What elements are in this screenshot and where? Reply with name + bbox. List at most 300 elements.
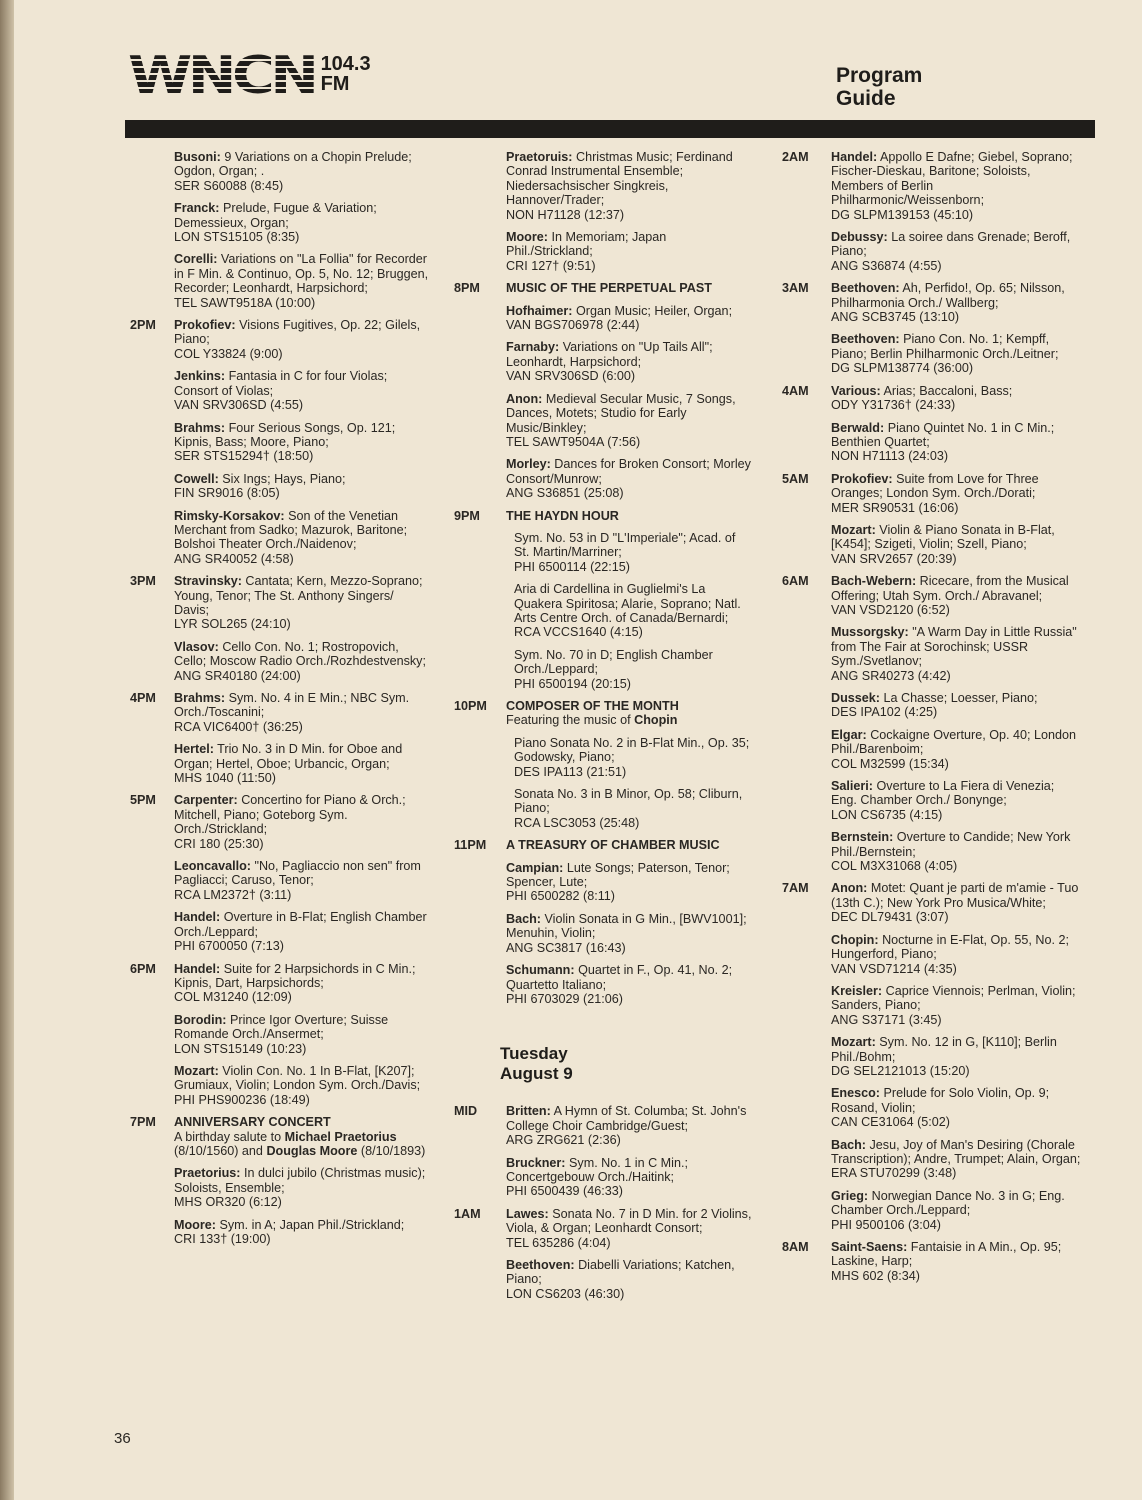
record-catalog: VAN VSD2120 (6:52)	[831, 602, 950, 617]
work-details: Overture to Candide; New York Phil./Bernstein;	[831, 830, 1071, 859]
time-label: 9PM	[454, 508, 480, 523]
time-slot-5am	[782, 472, 1082, 574]
composer: Saint-Saens:	[831, 1240, 908, 1254]
entries-continued	[506, 150, 754, 273]
composer: Corelli:	[174, 252, 218, 267]
program-entry	[506, 457, 754, 500]
composer: Praetorius:	[174, 1166, 241, 1181]
composer: Handel:	[174, 910, 221, 925]
composer: Grieg:	[831, 1188, 869, 1203]
page-title	[836, 64, 922, 110]
work-details: Violin & Piano Sonata in B-Flat, [K454]; Szigeti, Violin; Szell, Piano;	[831, 522, 1055, 552]
record-catalog: VAN SRV306SD (6:00)	[506, 369, 636, 384]
station-logo	[128, 46, 371, 106]
program-entry	[174, 150, 430, 193]
time-label: 3AM	[782, 281, 809, 296]
program-entry	[506, 1258, 754, 1301]
record-catalog: VAN VSD71214 (4:35)	[831, 961, 957, 976]
record-catalog: ANG S36874 (4:55)	[831, 258, 942, 273]
record-catalog: MHS OR320 (6:12)	[174, 1195, 282, 1210]
program-entry	[506, 963, 754, 1006]
program-entry	[506, 150, 754, 222]
composer: Prokofiev:	[174, 318, 236, 333]
program-entry	[831, 1035, 1082, 1078]
composer: Dussek:	[831, 691, 880, 705]
composer: Hertel:	[174, 742, 214, 757]
work-details: Piano Quintet No. 1 in C Min.; Benthien Quartet;	[831, 420, 1055, 449]
composer: Beethoven:	[831, 281, 900, 296]
composer: Moore:	[174, 1217, 216, 1232]
work-details: Aria di Cardellina in Guglielmi's La Quakera Spiritosa; Alarie, Soprano; Natl. Arts Centre Orch. of Canada/Bernardi;	[514, 582, 741, 625]
time-slot-mid	[454, 1104, 754, 1206]
record-catalog: LYR SOL265 (24:10)	[174, 617, 291, 632]
record-catalog: MER SR90531 (16:06)	[831, 500, 959, 515]
program-entry	[174, 421, 430, 464]
program-entry	[831, 1240, 1082, 1283]
record-catalog: RCA LSC3053 (25:48)	[514, 815, 640, 830]
composer: Mozart:	[174, 1063, 219, 1078]
program-entry	[831, 728, 1082, 771]
record-catalog: SER S60088 (8:45)	[174, 178, 284, 193]
program-entry	[174, 962, 430, 1005]
work-details: Cockaigne Overture, Op. 40; London Phil./Barenboim;	[831, 727, 1077, 757]
record-catalog: ANG S37171 (3:45)	[831, 1012, 942, 1027]
program-entry	[174, 910, 430, 953]
work-details: Appollo E Dafne; Giebel, Soprano; Fischer-Dieskau, Baritone; Soloists, Members of Berlin Philharmonic/Weissenborn;	[831, 150, 1073, 208]
composer: Stravinsky:	[174, 574, 242, 589]
work-details: Lute Songs; Paterson, Tenor; Spencer, Lute;	[506, 860, 730, 890]
record-catalog: PHI 6703029 (21:06)	[506, 991, 623, 1006]
composer: Carpenter:	[174, 793, 238, 808]
composer: Bach:	[506, 911, 541, 926]
composer: Kreisler:	[831, 983, 883, 998]
program-entry	[831, 523, 1082, 566]
work-details: Piano Sonata No. 2 in B-Flat Min., Op. 35; Godowsky, Piano;	[514, 735, 750, 765]
program-entry	[174, 1064, 430, 1107]
work-details: Variations on "Up Tails All"; Leonhardt, Harpsichord;	[506, 340, 713, 369]
composer: Bruckner:	[506, 1155, 566, 1170]
record-catalog: DG SLPM138774 (36:00)	[831, 361, 974, 376]
program-entry	[506, 736, 754, 779]
record-catalog: RCA LM2372† (3:11)	[174, 887, 292, 902]
program-entry	[831, 691, 1082, 720]
work-details: Sonata No. 3 in B Minor, Op. 58; Cliburn, Piano;	[514, 787, 743, 816]
record-catalog: TEL SAWT9504A (7:56)	[506, 434, 641, 449]
work-details: A Hymn of St. Columba; St. John's College Choir Cambridge/Guest;	[506, 1104, 747, 1133]
program-entry	[174, 201, 430, 244]
work-details: Suite for 2 Harpsichords in C Min.; Kipnis, Dart, Harpsichords;	[174, 961, 416, 990]
program-entry	[506, 1104, 754, 1147]
record-catalog: ANG SR40180 (24:00)	[174, 668, 301, 683]
record-catalog: CRI 180 (25:30)	[174, 836, 264, 851]
time-slot-3am	[782, 281, 1082, 383]
time-label: 6PM	[130, 961, 156, 976]
record-catalog: ANG SR40052 (4:58)	[174, 551, 294, 566]
time-label: 1AM	[454, 1206, 481, 1221]
program-entry	[506, 861, 754, 904]
composer: Cowell:	[174, 471, 219, 486]
work-details: Organ Music; Heiler, Organ;	[575, 303, 733, 318]
work-details: Sym. No. 70 in D; English Chamber Orch./Leppard;	[514, 647, 713, 677]
time-slot-1am	[454, 1207, 754, 1309]
record-catalog: LON STS15105 (8:35)	[174, 230, 300, 245]
composer: Vlasov:	[174, 639, 219, 654]
time-label: 2PM	[130, 318, 156, 333]
work-details: Diabelli Variations; Katchen, Piano;	[506, 1257, 735, 1287]
record-catalog: ERA STU70299 (3:48)	[831, 1166, 957, 1181]
work-details: La Chasse; Loesser, Piano;	[883, 691, 1038, 705]
program-entry	[831, 150, 1082, 222]
composer: Rimsky-Korsakov:	[174, 508, 285, 523]
record-catalog: COL M3X31068 (4:05)	[831, 859, 958, 874]
program-entry	[831, 984, 1082, 1027]
day-heading	[500, 1044, 754, 1084]
program-entry	[174, 369, 430, 412]
work-details: Prelude for Solo Violin, Op. 9; Rosand, Violin;	[831, 1086, 1050, 1115]
record-catalog: ARG ZRG621 (2:36)	[506, 1133, 621, 1148]
record-catalog: VAN SRV306SD (4:55)	[174, 398, 304, 413]
program-entry	[831, 1138, 1082, 1181]
work-details: "A Warm Day in Little Russia" from The Fair at Sorochinsk; USSR Sym./Svetlanov;	[831, 625, 1077, 669]
record-catalog: VAN SRV2657 (20:39)	[831, 551, 957, 566]
work-details: In dulci jubilo (Christmas music); Soloists, Ensemble;	[174, 1166, 426, 1195]
program-entry	[831, 421, 1082, 464]
work-details: In Memoriam; Japan Phil./Strickland;	[506, 230, 667, 259]
composer: Various:	[831, 383, 881, 398]
composer: Anon:	[831, 881, 868, 896]
composer: Schumann:	[506, 963, 575, 978]
composer: Farnaby:	[506, 340, 560, 355]
record-catalog: COL M31240 (12:09)	[174, 990, 292, 1005]
work-details: Overture in B-Flat; English Chamber Orch./Leppard;	[174, 910, 427, 939]
program-heading: COMPOSER OF THE MONTH	[506, 699, 679, 713]
program-entry	[174, 1218, 430, 1247]
composer: Brahms:	[174, 420, 226, 435]
record-catalog: ANG SC3817 (16:43)	[506, 940, 626, 955]
program-entry	[506, 787, 754, 830]
composer: Chopin:	[831, 932, 879, 947]
time-slot-4am	[782, 384, 1082, 472]
record-catalog: ODY Y31736† (24:33)	[831, 398, 956, 413]
composer: Britten:	[506, 1104, 551, 1119]
time-slot-5pm	[130, 793, 430, 961]
title-line-2: Guide	[836, 87, 896, 110]
composer: Debussy:	[831, 230, 888, 245]
program-entry	[831, 881, 1082, 924]
work-details: Norwegian Dance No. 3 in G; Eng. Chamber Orch./Leppard;	[831, 1188, 1065, 1218]
work-details: Violin Con. No. 1 In B-Flat, [K207]; Grumiaux, Violin; London Sym. Orch./Davis;	[174, 1063, 421, 1093]
program-header	[506, 699, 754, 728]
time-label: 5AM	[782, 471, 809, 486]
record-catalog: LON STS15149 (10:23)	[174, 1041, 307, 1056]
work-details: Caprice Viennois; Perlman, Violin; Sanders, Piano;	[831, 983, 1076, 1013]
time-label: 8AM	[782, 1240, 809, 1254]
composer: Bernstein:	[831, 830, 894, 845]
work-details: Sym. No. 1 in C Min.; Concertgebouw Orch./Haitink;	[506, 1155, 688, 1184]
time-slot-9pm	[454, 509, 754, 699]
title-line-1: Program	[836, 64, 923, 87]
record-catalog: PHI PHS900236 (18:49)	[174, 1092, 310, 1107]
work-details: Sym. in A; Japan Phil./Strickland;	[219, 1217, 405, 1232]
column-2	[454, 150, 754, 1309]
program-entry	[174, 1013, 430, 1056]
time-slot-4pm	[130, 691, 430, 793]
logo-frequency	[321, 54, 371, 94]
column-1	[130, 150, 430, 1254]
record-catalog: ANG S36851 (25:08)	[506, 486, 624, 501]
program-entry	[831, 1086, 1082, 1129]
work-details: Son of the Venetian Merchant from Sadko; Mazurok, Baritone; Bolshoi Theater Orch./Naidenov;	[174, 508, 408, 552]
work-details: Trio No. 3 in D Min. for Oboe and Organ; Hertel, Oboe; Urbancic, Organ;	[174, 742, 403, 771]
program-entry	[174, 859, 430, 902]
program-entry	[506, 582, 754, 640]
work-details: Ah, Perfido!, Op. 65; Nilsson, Philharmonia Orch./ Wallberg;	[831, 281, 1065, 310]
composer: Berwald:	[831, 420, 885, 435]
program-entry	[506, 1156, 754, 1199]
composer: Handel:	[831, 150, 878, 164]
record-catalog: DG SEL2121013 (15:20)	[831, 1063, 970, 1078]
work-details: Concertino for Piano & Orch.; Mitchell, Piano; Goteborg Sym. Orch./Strickland;	[174, 793, 406, 837]
composer: Busoni:	[174, 150, 221, 164]
work-details: Visions Fugitives, Op. 22; Gilels, Piano;	[174, 318, 421, 347]
work-details: 9 Variations on a Chopin Prelude; Ogdon, Organ; .	[174, 150, 412, 179]
program-heading: MUSIC OF THE PERPETUAL PAST	[506, 281, 712, 296]
program-entry	[174, 509, 430, 567]
work-details: Four Serious Songs, Op. 121; Kipnis, Bass; Moore, Piano;	[174, 420, 396, 449]
composer: Mozart:	[831, 1035, 876, 1050]
time-label: 5PM	[130, 793, 156, 808]
frequency: 104.3	[320, 53, 371, 75]
composer: Beethoven:	[506, 1257, 575, 1272]
record-catalog: COL M32599 (15:34)	[831, 756, 949, 771]
program-entry	[831, 230, 1082, 273]
program-entry	[174, 691, 430, 734]
record-catalog: PHI 6700050 (7:13)	[174, 939, 284, 954]
program-entry	[506, 340, 754, 383]
program-entry	[174, 742, 430, 785]
band: FM	[320, 73, 350, 95]
record-catalog: COL Y33824 (9:00)	[174, 346, 283, 361]
record-catalog: PHI 6500439 (46:33)	[506, 1184, 623, 1199]
composer: Campian:	[506, 860, 564, 875]
time-slot-7am	[782, 881, 1082, 1240]
record-catalog: DES IPA113 (21:51)	[514, 764, 627, 779]
work-details: Cello Con. No. 1; Rostropovich, Cello; Moscow Radio Orch./Rozhdestvensky;	[174, 639, 426, 669]
program-entry	[831, 830, 1082, 873]
program-feature: Featuring the music of Chopin	[506, 713, 678, 728]
work-details: Prince Igor Overture; Suisse Romande Orch./Ansermet;	[174, 1012, 389, 1042]
composer: Handel:	[174, 961, 221, 976]
work-details: Fantaisie in A Min., Op. 95; Laskine, Harp;	[831, 1240, 1062, 1269]
record-catalog: MHS 1040 (11:50)	[174, 771, 276, 786]
record-catalog: SER STS15294† (18:50)	[174, 449, 314, 464]
time-label: 4AM	[782, 383, 809, 398]
program-entry	[174, 793, 430, 851]
program-entry	[831, 281, 1082, 324]
program-heading: A TREASURY OF CHAMBER MUSIC	[506, 838, 720, 853]
program-entry	[174, 574, 430, 632]
work-details: Suite from Love for Three Oranges; London Sym. Orch./Dorati;	[831, 471, 1039, 501]
time-slot-10pm	[454, 699, 754, 838]
time-label: 3PM	[130, 574, 156, 589]
program-entry	[506, 1207, 754, 1250]
time-label: 11PM	[454, 838, 487, 853]
work-details: Jesu, Joy of Man's Desiring (Chorale Transcription); Andre, Trumpet; Alain, Organ;	[831, 1137, 1081, 1166]
work-details: Dances for Broken Consort; Morley Consort/Munrow;	[506, 457, 751, 486]
time-slot-11pm	[454, 838, 754, 1014]
record-catalog: CRI 133† (19:00)	[174, 1232, 271, 1246]
composer: Moore:	[506, 230, 548, 245]
time-slot-3pm	[130, 574, 430, 691]
program-entry	[831, 933, 1082, 976]
time-label: 4PM	[130, 691, 156, 705]
record-catalog: PHI 6500114 (22:15)	[514, 559, 630, 574]
entries-continued	[174, 150, 430, 310]
work-details: Fantasia in C for four Violas; Consort of Violas;	[174, 369, 388, 398]
record-catalog: MHS 602 (8:34)	[831, 1268, 920, 1283]
time-slot-2pm	[130, 318, 430, 574]
composer: Elgar:	[831, 727, 867, 742]
program-entry	[831, 779, 1082, 822]
page-number: 36	[114, 1430, 131, 1447]
work-details: Sym. No. 53 in D "L'Imperiale"; Acad. of St. Martin/Marriner;	[514, 530, 736, 560]
binding-shadow	[0, 0, 14, 1500]
program-entry	[506, 531, 754, 574]
work-details: Cantata; Kern, Mezzo-Soprano; Young, Tenor; The St. Anthony Singers/ Davis;	[174, 574, 423, 617]
composer: Anon:	[506, 391, 543, 406]
composer: Prokofiev:	[831, 471, 893, 486]
record-catalog: TEL 635286 (4:04)	[506, 1235, 611, 1250]
time-slot-2am	[782, 150, 1082, 281]
work-details: Variations on "La Follia" for Recorder in F Min. & Continuo, Op. 5, No. 12; Bruggen, Recorder; Leonhardt, Harpsichord;	[174, 252, 429, 296]
program-entry	[831, 332, 1082, 375]
work-details: Overture to La Fiera di Venezia; Eng. Chamber Orch./ Bonynge;	[831, 779, 1055, 808]
program-entry	[174, 1166, 430, 1209]
composer: Hofhaimer:	[506, 303, 573, 318]
program-entry	[506, 304, 754, 333]
composer: Bach:	[831, 1137, 866, 1152]
program-entry	[831, 384, 1082, 413]
composer: Beethoven:	[831, 332, 900, 347]
composer: Bach-Webern:	[831, 574, 917, 589]
time-label: 2AM	[782, 150, 809, 164]
work-details: Six Ings; Hays, Piano;	[222, 471, 346, 486]
program-entry	[174, 252, 430, 310]
work-details: Nocturne in E-Flat, Op. 55, No. 2; Hungerford, Piano;	[831, 932, 1069, 962]
work-details: Sonata No. 7 in D Min. for 2 Violins, Viola, & Organ; Leonhardt Consort;	[506, 1206, 752, 1236]
time-label: 10PM	[454, 699, 487, 713]
program-entry	[174, 472, 430, 501]
program-entry	[831, 472, 1082, 515]
record-catalog: LON CS6735 (4:15)	[831, 807, 943, 822]
program-heading: THE HAYDN HOUR	[506, 508, 619, 523]
composer: Leoncavallo:	[174, 859, 251, 874]
record-catalog: PHI 6500194 (20:15)	[514, 676, 631, 691]
record-catalog: PHI 9500106 (3:04)	[831, 1217, 941, 1232]
time-label: 6AM	[782, 574, 809, 589]
record-catalog: CAN CE31064 (5:02)	[831, 1115, 951, 1130]
work-details: Piano Con. No. 1; Kempff, Piano; Berlin Philharmonic Orch./Leitner;	[831, 332, 1059, 361]
program-entry	[506, 230, 754, 273]
header-rule	[125, 120, 1095, 138]
time-slot-8am	[782, 1240, 1082, 1291]
work-details: Prelude, Fugue & Variation; Demessieux, Organ;	[174, 201, 377, 230]
composer: Enesco:	[831, 1086, 880, 1101]
work-details: Arias; Baccaloni, Bass;	[883, 383, 1013, 398]
time-label: 8PM	[454, 281, 480, 296]
work-details: Motet: Quant je parti de m'amie - Tuo (13th C.); New York Pro Musica/White;	[831, 881, 1079, 910]
work-details: La soiree dans Grenade; Beroff, Piano;	[831, 230, 1071, 259]
composer: Lawes:	[506, 1206, 549, 1221]
time-slot-7pm	[130, 1115, 430, 1254]
record-catalog: RCA VIC6400† (36:25)	[174, 719, 303, 734]
composer: Borodin:	[174, 1012, 227, 1027]
work-details: Violin Sonata in G Min., [BWV1001]; Menuhin, Violin;	[506, 911, 747, 941]
logo-wordmark: WNCN	[128, 46, 315, 106]
composer: Mussorgsky:	[831, 625, 909, 640]
record-catalog: TEL SAWT9518A (10:00)	[174, 295, 316, 310]
time-label: 7AM	[782, 881, 809, 896]
work-details: Medieval Secular Music, 7 Songs, Dances, Motets; Studio for Early Music/Binkley;	[506, 391, 736, 435]
program-entry	[506, 648, 754, 691]
record-catalog: DEC DL79431 (3:07)	[831, 910, 949, 925]
record-catalog: FIN SR9016 (8:05)	[174, 486, 280, 501]
work-details: Sym. No. 4 in E Min.; NBC Sym. Orch./Toscanini;	[174, 691, 410, 720]
work-details: Sym. No. 12 in G, [K110]; Berlin Phil./Bohm;	[831, 1035, 1057, 1064]
record-catalog: NON H71128 (12:37)	[506, 207, 625, 222]
time-slot-6pm	[130, 962, 430, 1116]
program-entry	[831, 574, 1082, 617]
program-entry	[831, 625, 1082, 683]
record-catalog: LON CS6203 (46:30)	[506, 1286, 625, 1301]
time-label: 7PM	[130, 1115, 156, 1130]
date: August 9	[500, 1064, 573, 1084]
program-description: A birthday salute to Michael Praetorius (8/10/1560) and Douglas Moore (8/10/1893)	[174, 1129, 426, 1158]
composer: Mozart:	[831, 522, 876, 537]
program-heading: ANNIVERSARY CONCERT	[174, 1115, 331, 1130]
program-entry	[174, 640, 430, 683]
work-details: Christmas Music; Ferdinand Conrad Instrumental Ensemble; Niedersachsischer Singkreis, Hannover/Trader;	[506, 150, 733, 208]
record-catalog: ANG SR40273 (4:42)	[831, 668, 951, 683]
record-catalog: PHI 6500282 (8:11)	[506, 889, 615, 904]
record-catalog: ANG SCB3745 (13:10)	[831, 310, 960, 325]
program-entry	[506, 392, 754, 450]
work-details: Quartet in F., Op. 41, No. 2; Quartetto Italiano;	[506, 963, 733, 992]
time-slot-8pm	[454, 281, 754, 508]
composer: Salieri:	[831, 779, 873, 794]
composer: Jenkins:	[174, 369, 226, 384]
work-details: "No, Pagliaccio non sen" from Pagliacci; Caruso, Tenor;	[174, 859, 421, 888]
record-catalog: DES IPA102 (4:25)	[831, 705, 938, 720]
composer: Franck:	[174, 201, 220, 216]
record-catalog: CRI 127† (9:51)	[506, 258, 596, 273]
program-entry	[831, 1189, 1082, 1232]
time-slot-6am	[782, 574, 1082, 881]
composer: Praetoruis:	[506, 150, 573, 164]
record-catalog: RCA VCCS1640 (4:15)	[514, 625, 643, 640]
record-catalog: NON H71113 (24:03)	[831, 449, 949, 464]
column-3	[782, 150, 1082, 1291]
work-details: Ricecare, from the Musical Offering; Utah Sym. Orch./ Abravanel;	[831, 574, 1069, 603]
composer: Morley:	[506, 457, 551, 472]
record-catalog: DG SLPM139153 (45:10)	[831, 207, 974, 222]
composer: Brahms:	[174, 691, 226, 705]
program-entry	[506, 912, 754, 955]
record-catalog: VAN BGS706978 (2:44)	[506, 318, 640, 333]
special-program	[174, 1115, 430, 1158]
time-label: MID	[454, 1104, 478, 1119]
program-entry	[174, 318, 430, 361]
